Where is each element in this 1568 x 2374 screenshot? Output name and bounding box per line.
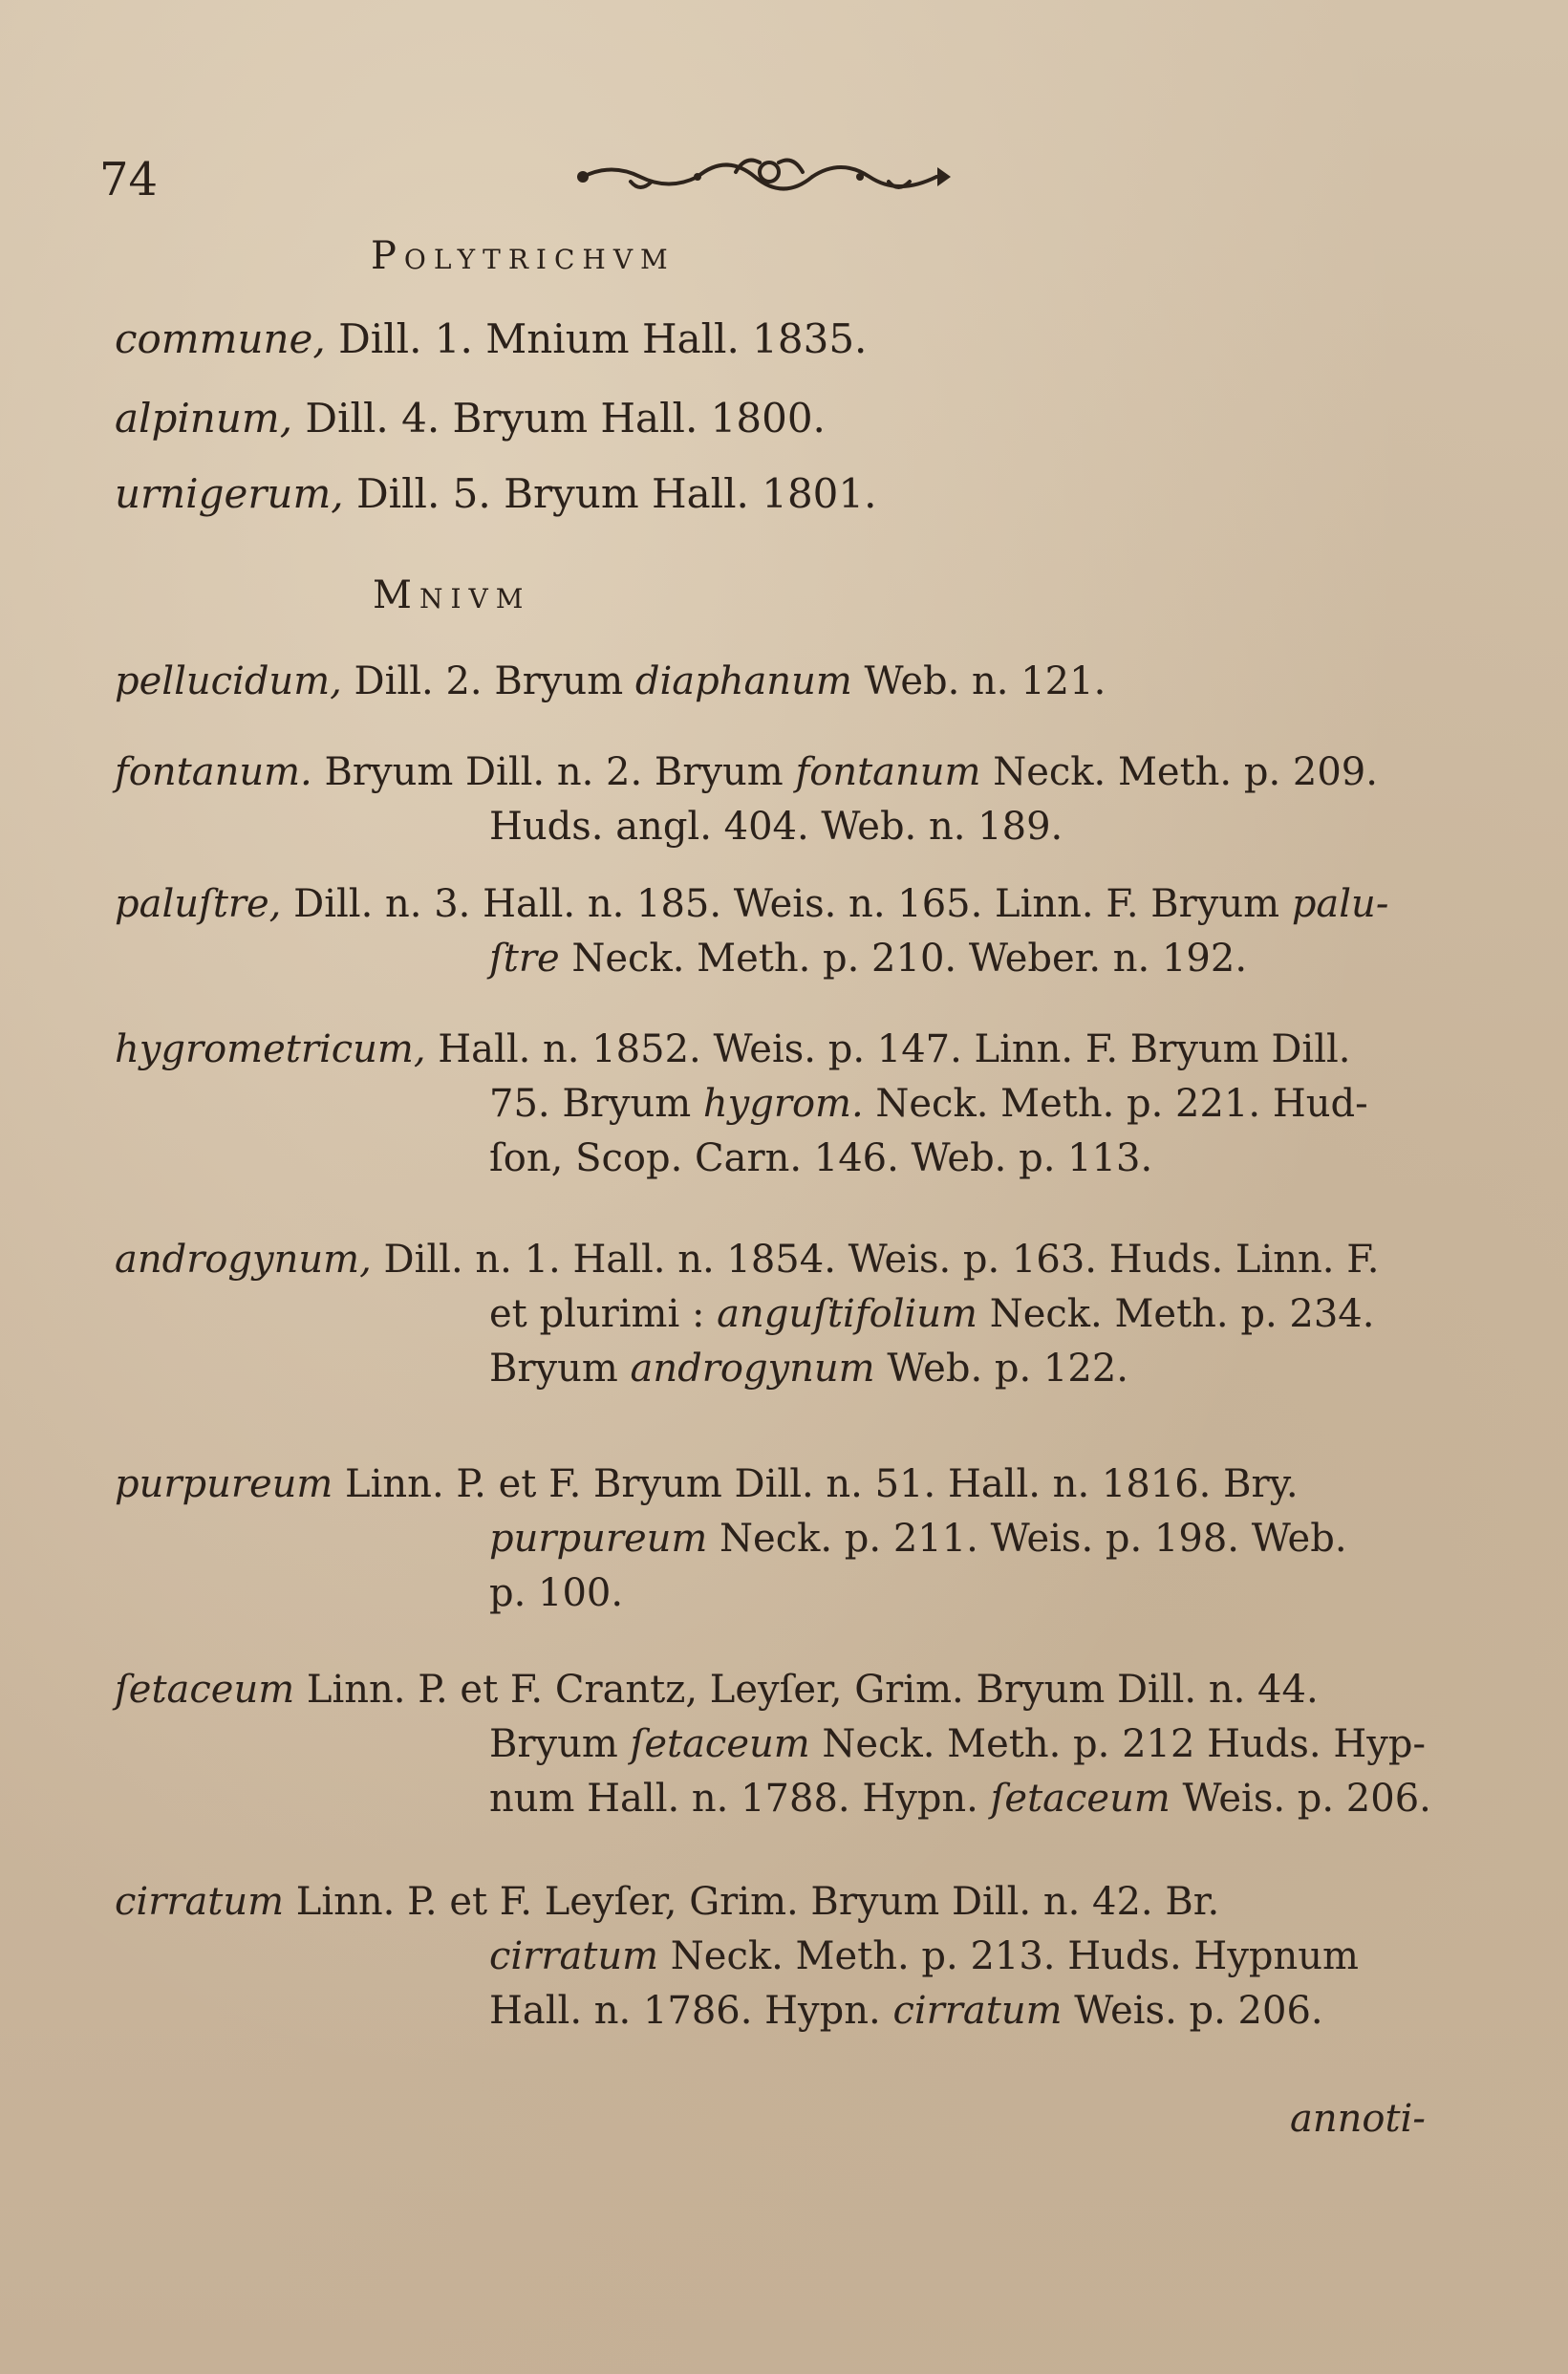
- catchword: annoti-: [1290, 2097, 1426, 2141]
- ornament-icon: [573, 143, 965, 210]
- entry-fontanum: fontanum. Bryum Dill. n. 2. Bryum fontanum Neck. Meth. p. 209. Huds. angl. 404. Web. n. 189.: [115, 750, 1378, 849]
- genus-heading-mnium: Mnivm: [373, 573, 531, 617]
- entry-pellucidum: pellucidum, Dill. 2. Bryum diaphanum Web. n. 121.: [115, 659, 1106, 703]
- genus-heading-polytrichum: Polytrichvm: [371, 234, 676, 278]
- synonym-row-commune: commune, Dill. 1. Mnium Hall. 1835.: [115, 315, 868, 362]
- entry-setaceum: ſetaceum Linn. P. et F. Crantz, Leyſer, Grim. Bryum Dill. n. 44. Bryum ſetaceum Neck. Meth. p. 212 Huds. Hyp- num Hall. n. 1788. Hypn. ſetaceum Weis. p. 206.: [115, 1668, 1431, 1821]
- entry-cirratum: cirratum Linn. P. et F. Leyſer, Grim. Bryum Dill. n. 42. Br. cirratum Neck. Meth. p. 213. Huds. Hypnum Hall. n. 1786. Hypn. cirratum Weis. p. 206.: [115, 1880, 1359, 2033]
- entry-hygrometricum: hygrometricum, Hall. n. 1852. Weis. p. 147. Linn. F. Bryum Dill. 75. Bryum hygrom. Neck. Meth. p. 221. Hud- ſon, Scop. Carn. 146. Web. p. 113.: [115, 1027, 1368, 1180]
- synonym-row-alpinum: alpinum, Dill. 4. Bryum Hall. 1800.: [115, 395, 826, 442]
- synonym-row-urnigerum: urnigerum, Dill. 5. Bryum Hall. 1801.: [115, 470, 877, 517]
- entry-androgynum: androgynum, Dill. n. 1. Hall. n. 1854. Weis. p. 163. Huds. Linn. F. et plurimi : anguſtifolium Neck. Meth. p. 234. Bryum androgynum Web. p. 122.: [115, 1238, 1380, 1391]
- entry-purpureum: purpureum Linn. P. et F. Bryum Dill. n. 51. Hall. n. 1816. Bry. purpureum Neck. p. 211. Weis. p. 198. Web. p. 100.: [115, 1462, 1347, 1615]
- page-number: 74: [99, 153, 159, 206]
- entry-palustre: paluſtre, Dill. n. 3. Hall. n. 185. Weis. n. 165. Linn. F. Bryum palu- ſtre Neck. Meth. p. 210. Weber. n. 192.: [115, 882, 1389, 981]
